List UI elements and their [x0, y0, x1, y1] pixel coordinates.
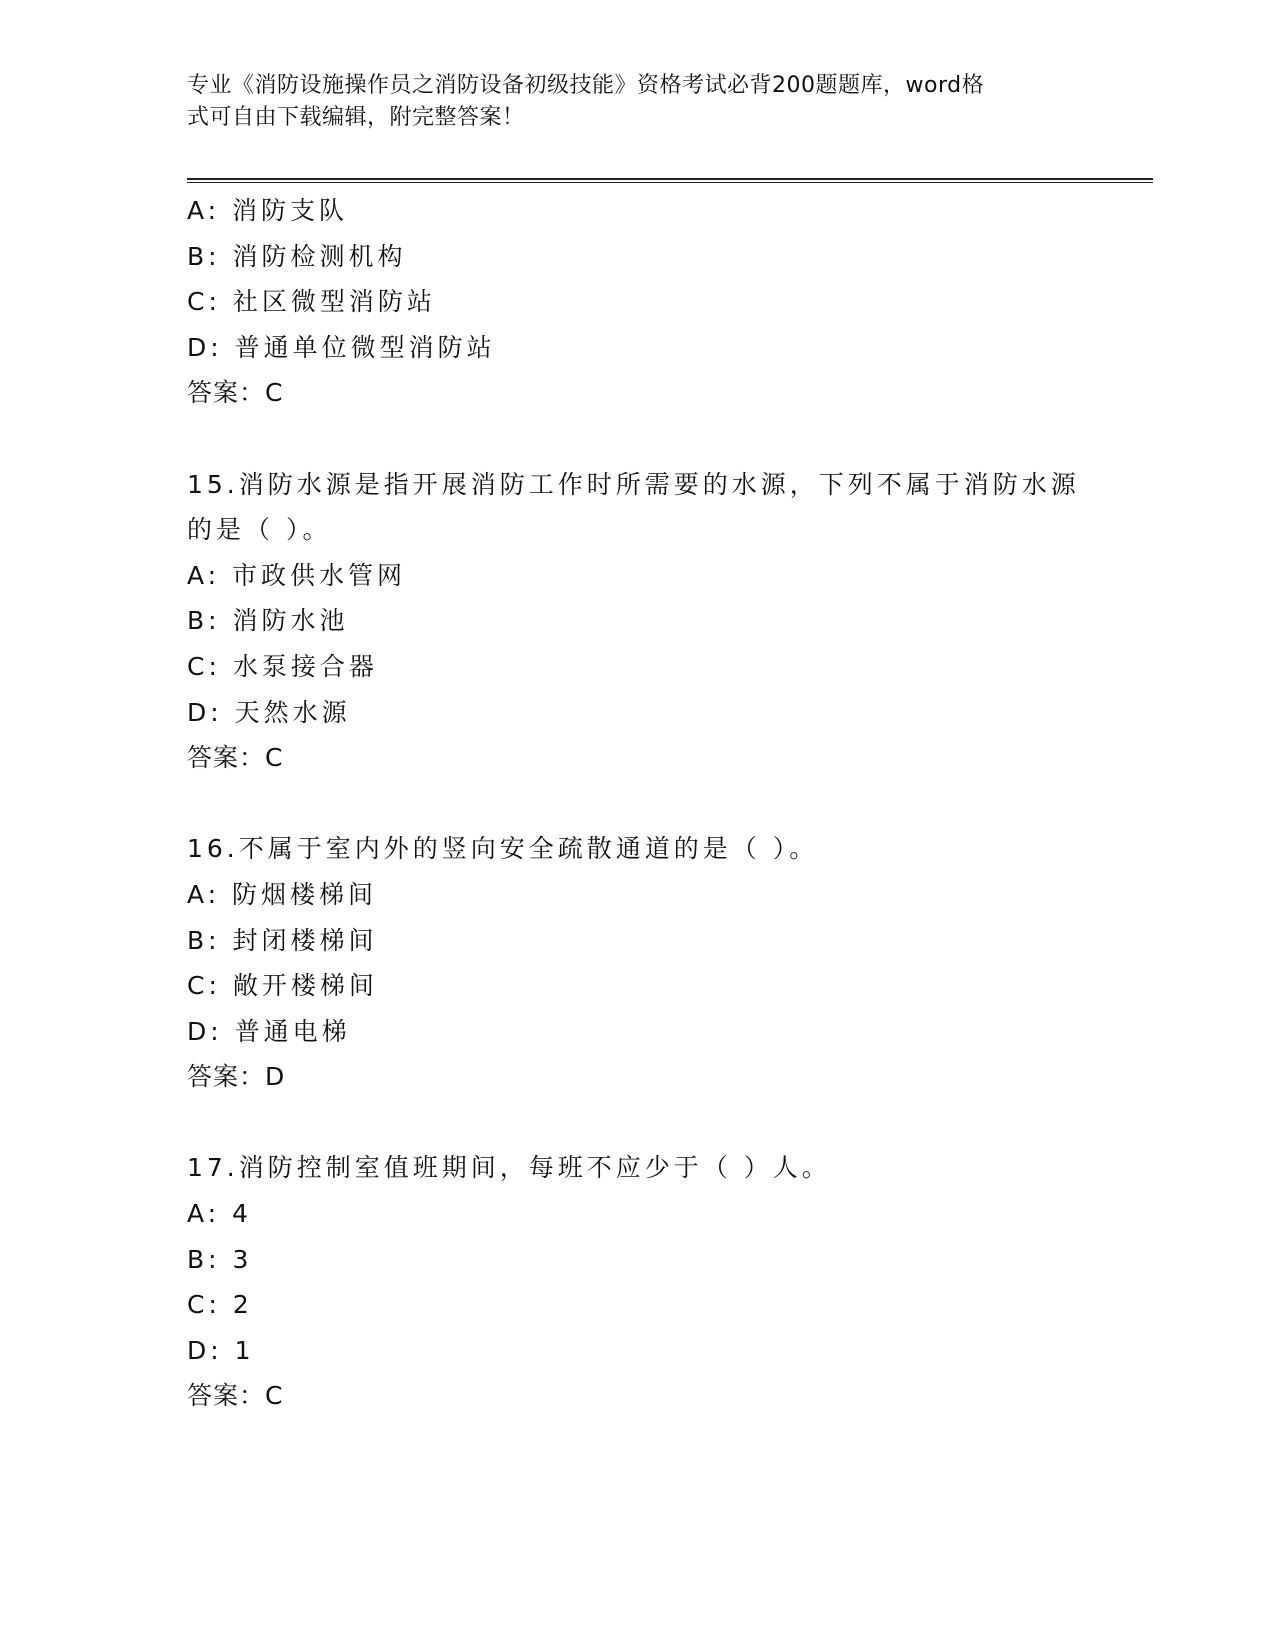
option-text: 普通单位微型消防站: [234, 332, 496, 362]
option-text: 封闭楼梯间: [232, 925, 378, 955]
answer-line: [187, 735, 1107, 781]
option-text: 4: [232, 1199, 252, 1229]
option-text: 消防水池: [232, 606, 349, 636]
option-text: 2: [232, 1290, 253, 1320]
option-text: 市政供水管网: [232, 560, 407, 590]
answer-label: 答案：: [187, 743, 266, 773]
option-text: 敞开楼梯间: [232, 971, 378, 1001]
option-letter: C:: [187, 287, 221, 317]
question-stem: 17.消防控制室值班期间，每班不应少于（ ）人。: [187, 1153, 831, 1183]
option-text: 天然水源: [234, 697, 351, 727]
option-letter: B:: [187, 606, 221, 636]
header-divider-thin: [187, 182, 1153, 183]
option-b: [187, 1237, 1107, 1283]
option-d: [187, 690, 1107, 736]
header-title-line-1: 专业《消防设施操作员之消防设备初级技能》资格考试必背200题题库，word格: [187, 73, 985, 98]
option-letter: D:: [187, 697, 223, 727]
question-spacer: [187, 416, 1107, 462]
question-stem: 16.不属于室内外的竖向安全疏散通道的是（ ）。: [187, 834, 819, 864]
question-17: [187, 1145, 1107, 1419]
header-divider-thick: [187, 178, 1153, 180]
option-c: [187, 963, 1107, 1009]
option-text: 3: [232, 1244, 253, 1274]
question-14: [187, 188, 1107, 416]
header-title-line-2: 式可自由下载编辑，附完整答案！: [187, 105, 525, 130]
option-letter: A:: [187, 196, 221, 225]
option-b: [187, 598, 1107, 644]
answer-label: 答案：: [187, 1381, 266, 1411]
option-letter: A:: [187, 1199, 221, 1229]
document-header: [187, 70, 1067, 134]
option-letter: B:: [187, 1244, 221, 1274]
option-b: [187, 918, 1107, 964]
question-16: [187, 826, 1107, 1100]
option-d: [187, 1328, 1107, 1374]
answer-value: D: [265, 1062, 285, 1092]
option-letter: B:: [187, 241, 221, 271]
option-letter: A:: [187, 560, 221, 590]
answer-label: 答案：: [187, 378, 266, 408]
answer-value: C: [265, 378, 283, 408]
option-letter: C:: [187, 651, 221, 681]
option-a: [187, 872, 1107, 918]
option-c: [187, 1282, 1107, 1328]
question-spacer: [187, 781, 1107, 827]
option-d: [187, 325, 1107, 371]
option-a: [187, 1191, 1107, 1237]
question-15: [187, 462, 1107, 781]
option-a: [187, 188, 1107, 234]
answer-line: [187, 1373, 1107, 1419]
option-b: [187, 234, 1107, 280]
option-text: 普通电梯: [234, 1016, 351, 1046]
option-text: 消防支队: [232, 196, 349, 225]
question-spacer: [187, 1100, 1107, 1146]
option-text: 防烟楼梯间: [232, 879, 378, 909]
option-letter: C:: [187, 971, 221, 1001]
option-text: 1: [234, 1335, 255, 1365]
option-letter: A:: [187, 879, 221, 909]
option-letter: C:: [187, 1290, 221, 1320]
answer-value: C: [265, 1381, 283, 1411]
option-letter: D:: [187, 1016, 223, 1046]
option-a: [187, 553, 1107, 599]
option-d: [187, 1009, 1107, 1055]
question-list: [187, 188, 1107, 1419]
answer-label: 答案：: [187, 1062, 266, 1092]
question-stem-continued: 的是（ ）。: [187, 515, 332, 545]
option-letter: B:: [187, 925, 221, 955]
option-text: 水泵接合器: [232, 651, 378, 681]
answer-line: [187, 1054, 1107, 1100]
question-stem: 15.消防水源是指开展消防工作时所需要的水源，下列不属于消防水源: [187, 469, 1080, 499]
option-text: 消防检测机构: [232, 241, 407, 271]
option-text: 社区微型消防站: [232, 287, 436, 317]
answer-value: C: [265, 743, 283, 773]
option-letter: D:: [187, 332, 223, 362]
option-c: [187, 644, 1107, 690]
answer-line: [187, 370, 1107, 416]
option-c: [187, 279, 1107, 325]
option-letter: D:: [187, 1335, 223, 1365]
